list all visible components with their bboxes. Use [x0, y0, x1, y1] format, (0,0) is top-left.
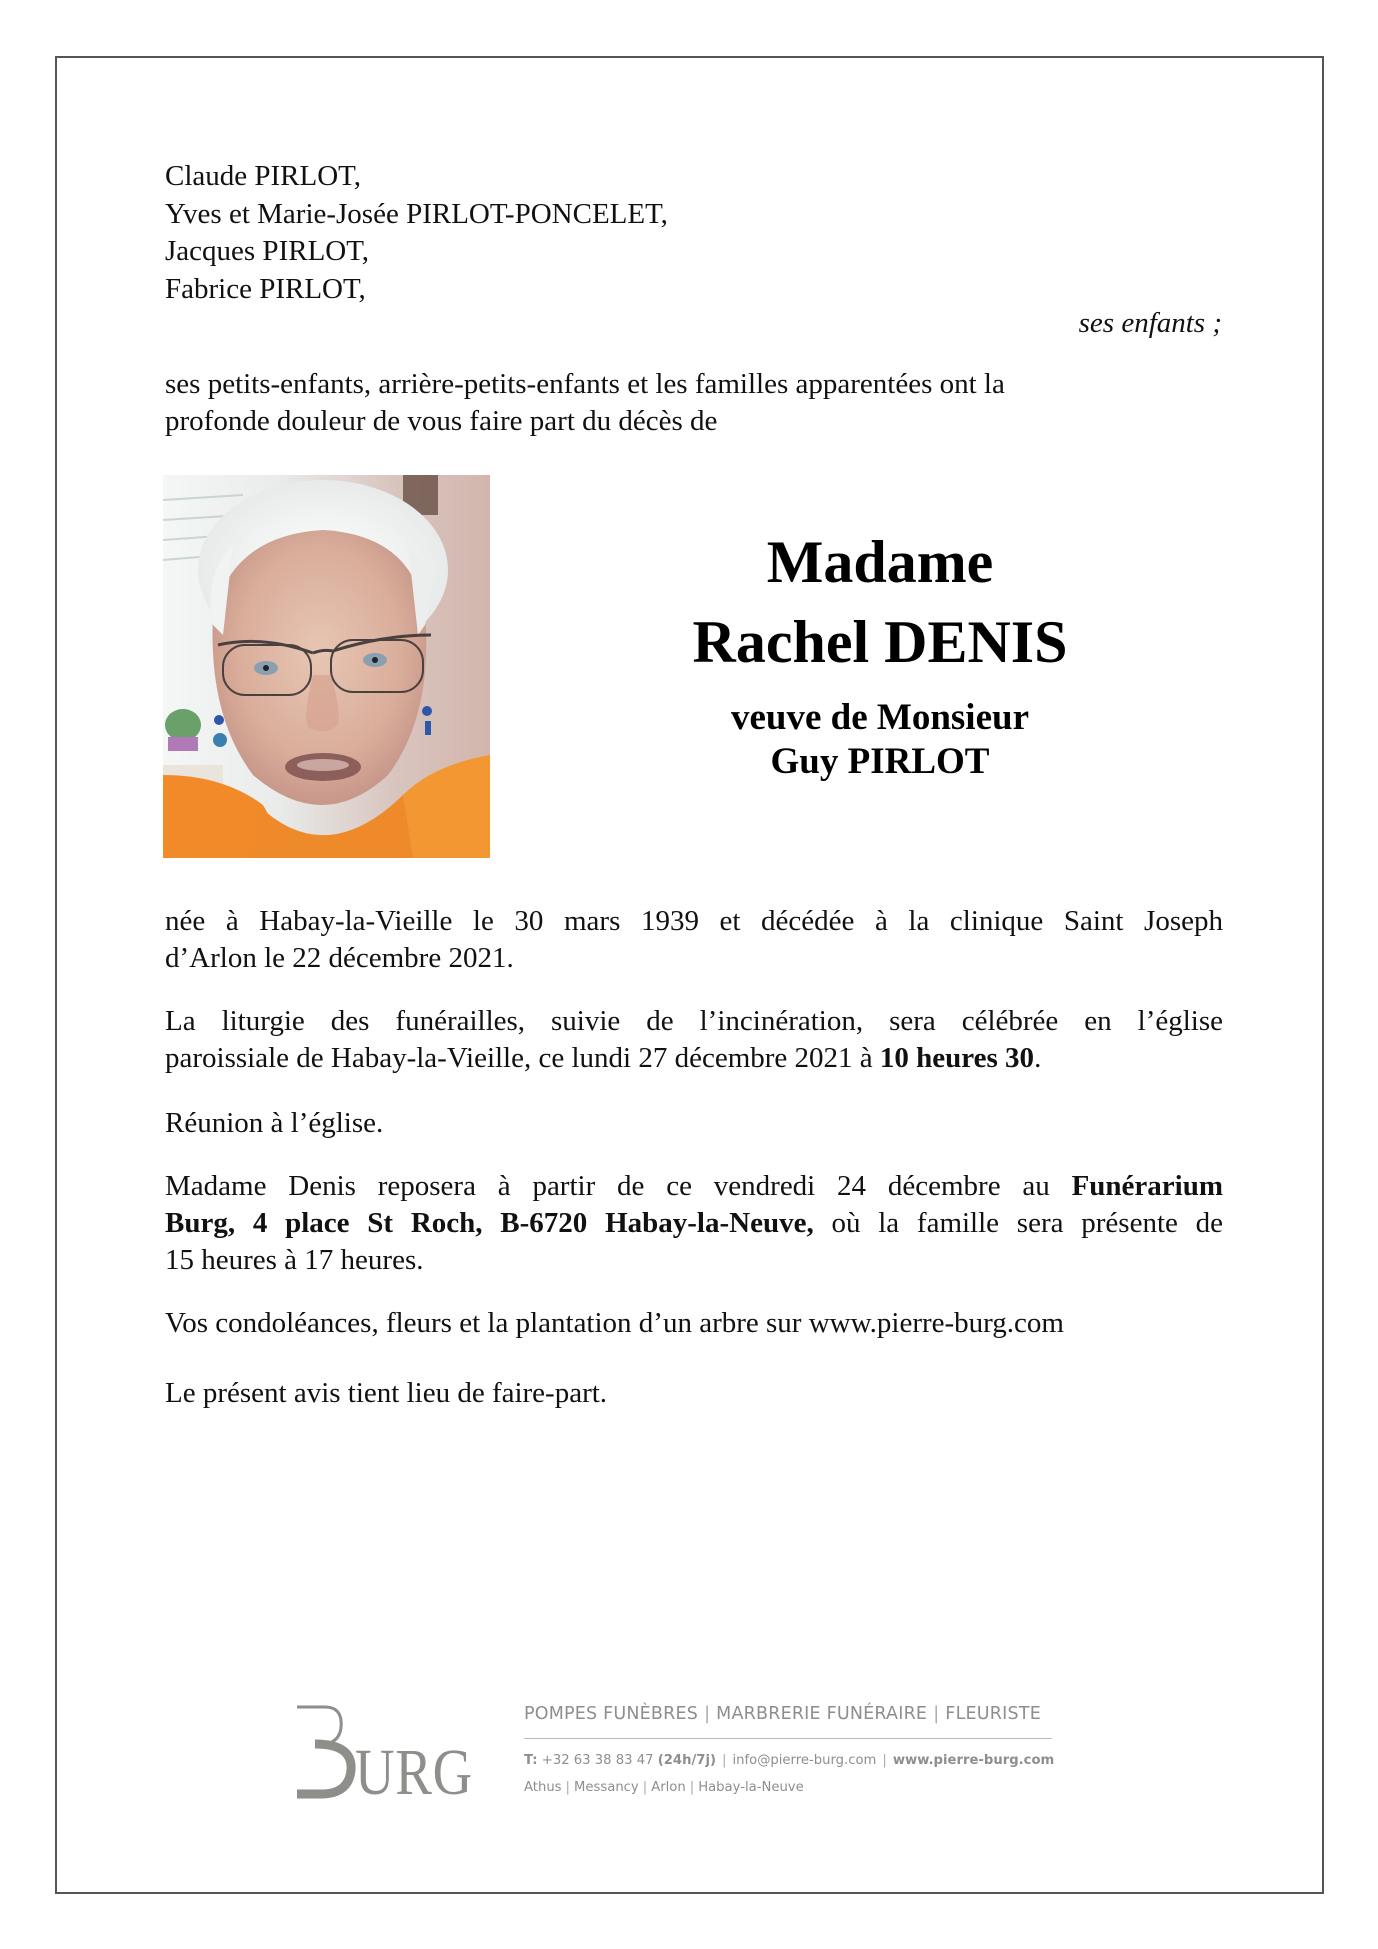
family-member: Fabrice PIRLOT, — [165, 272, 366, 305]
location-arlon: Arlon — [651, 1780, 686, 1795]
visitation-text: Madame Denis reposera à partir de ce vendredi 24 décembre au — [165, 1170, 1072, 1202]
portrait-photo — [163, 475, 490, 858]
family-member: Yves et Marie-Josée PIRLOT-PONCELET, — [165, 197, 668, 230]
children-label: ses enfants ; — [1078, 307, 1222, 339]
spouse-name: Guy PIRLOT — [770, 741, 990, 782]
deceased-title: Madame — [766, 529, 994, 595]
liturgy-punctuation: . — [1034, 1042, 1042, 1074]
footer-divider — [524, 1738, 1052, 1739]
location-habay: Habay-la-Neuve — [698, 1780, 804, 1795]
liturgy-line-1: La liturgie des funérailles, suivie de l’incinération, sera célébrée en l’église — [165, 1005, 1223, 1037]
separator: | — [722, 1753, 727, 1768]
deceased-name: Rachel DENIS — [692, 609, 1068, 675]
website-link[interactable]: www.pierre-burg.com — [892, 1753, 1055, 1768]
deceased-name-block — [620, 530, 1140, 784]
birth-death-line-1: née à Habay-la-Vieille le 30 mars 1939 et décédée à la clinique Saint Joseph — [165, 905, 1223, 937]
condolences-text: Vos condoléances, fleurs et la plantation d’un arbre sur www.pierre-burg.com — [165, 1307, 1064, 1339]
announcement-line-1: ses petits-enfants, arrière-petits-enfants et les familles apparentées ont la — [165, 368, 1005, 400]
separator: | — [933, 1704, 940, 1724]
visitation-text-2: où la famille sera présente de — [813, 1207, 1224, 1239]
phone-number[interactable]: +32 63 38 83 47 — [541, 1753, 654, 1768]
separator: | — [689, 1780, 695, 1795]
location-messancy: Messancy — [574, 1780, 639, 1795]
reunion-text: Réunion à l’église. — [165, 1107, 384, 1139]
separator: | — [642, 1780, 648, 1795]
phone-label: T: — [524, 1753, 538, 1768]
widow-of-label: veuve de Monsieur — [730, 697, 1030, 738]
birth-death-line-2: d’Arlon le 22 décembre 2021. — [165, 942, 514, 974]
portrait-photo-icon — [163, 475, 490, 858]
separator: | — [882, 1753, 887, 1768]
visitation-line-2 — [165, 1205, 1223, 1242]
visitation-paragraph — [165, 1168, 1223, 1279]
phone-hours: (24h/7j) — [657, 1753, 717, 1768]
announcement-line-2: profonde douleur de vous faire part du décès de — [165, 405, 718, 437]
services-tagline — [524, 1704, 1054, 1724]
liturgy-line-2 — [165, 1040, 1223, 1077]
contact-line — [524, 1753, 1054, 1768]
separator: | — [704, 1704, 711, 1724]
service-marble: MARBRERIE FUNÉRAIRE — [716, 1704, 928, 1724]
liturgy-text: paroissiale de Habay-la-Vieille, ce lundi 27 décembre 2021 à — [165, 1042, 880, 1074]
email-link[interactable]: info@pierre-burg.com — [732, 1753, 877, 1768]
family-member: Claude PIRLOT, — [165, 160, 361, 192]
birth-death-paragraph — [165, 903, 1223, 977]
family-member: Jacques PIRLOT, — [165, 235, 370, 267]
locations-line — [524, 1780, 1054, 1795]
liturgy-paragraph — [165, 1003, 1223, 1077]
family-list — [165, 158, 668, 308]
burg-logo-text: URG — [355, 1736, 473, 1809]
separator: | — [565, 1780, 570, 1795]
service-florist: FLEURISTE — [945, 1704, 1041, 1724]
visitation-line-1 — [165, 1168, 1223, 1205]
location-athus: Athus — [524, 1780, 562, 1795]
visitation-line-3: 15 heures à 17 heures. — [165, 1244, 424, 1276]
service-funeral: POMPES FUNÈBRES — [524, 1704, 699, 1724]
funerarium-name: Funérarium — [1071, 1170, 1223, 1202]
ceremony-time: 10 heures 30 — [879, 1042, 1035, 1074]
burg-logo — [295, 1700, 480, 1809]
burg-logo-icon — [295, 1700, 480, 1809]
funerarium-address: Burg, 4 place St Roch, B-6720 Habay-la-Neuve, — [165, 1207, 814, 1239]
closing-text: Le présent avis tient lieu de faire-part. — [165, 1377, 608, 1409]
